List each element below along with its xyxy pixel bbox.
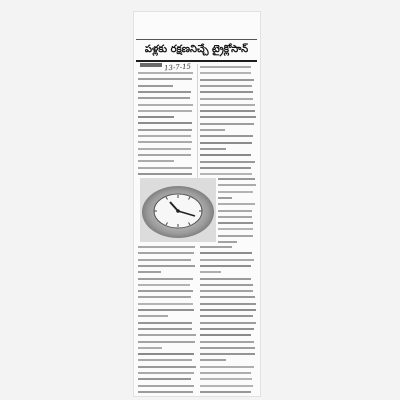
clock-icon: [140, 178, 216, 242]
text-line: [138, 366, 196, 368]
text-line: [200, 341, 254, 343]
text-line: [200, 148, 226, 150]
text-line: [218, 235, 253, 237]
text-line: [218, 222, 253, 224]
text-line: [200, 278, 251, 280]
text-line: [200, 290, 253, 292]
text-line: [138, 148, 191, 150]
article-headline: పళ్లకు రక్షణనిచ్చే ట్రైక్లోసాన్: [136, 39, 257, 62]
text-line: [200, 252, 252, 254]
text-line: [138, 72, 193, 74]
text-line: [200, 303, 256, 305]
text-line: [138, 97, 190, 99]
text-line: [138, 141, 192, 143]
text-line: [200, 142, 252, 144]
text-line: [200, 265, 251, 267]
text-line: [138, 252, 194, 254]
text-line: [200, 135, 253, 137]
text-line: [138, 391, 193, 393]
text-line: [200, 315, 253, 317]
text-line: [138, 385, 194, 387]
text-line: [200, 378, 252, 380]
text-line: [138, 341, 195, 343]
text-line: [138, 322, 192, 324]
text-line: [138, 359, 192, 361]
text-line: [200, 359, 226, 361]
text-line: [200, 104, 255, 106]
text-line: [200, 98, 253, 100]
text-line: [138, 129, 192, 131]
text-line: [200, 296, 255, 298]
text-line: [138, 309, 194, 311]
text-line: [138, 85, 173, 87]
text-line: [138, 303, 193, 305]
column-divider: [197, 64, 198, 182]
text-line: [138, 160, 174, 162]
text-line: [200, 79, 254, 81]
text-line: [138, 378, 191, 380]
text-line: [218, 191, 253, 193]
text-line: [218, 184, 256, 186]
text-line: [218, 216, 252, 218]
text-line: [200, 322, 256, 324]
text-line: [138, 353, 194, 355]
text-line: [200, 91, 253, 93]
text-line: [138, 116, 174, 118]
text-line: [200, 372, 251, 374]
text-line: [200, 154, 251, 156]
text-line: [200, 167, 251, 169]
text-line: [200, 129, 225, 131]
text-line: [138, 104, 193, 106]
text-line: [138, 78, 192, 80]
text-line: [218, 241, 237, 243]
text-line: [138, 246, 195, 248]
text-line: [200, 123, 254, 125]
text-line: [200, 284, 253, 286]
text-line: [200, 246, 232, 248]
text-line: [200, 259, 254, 261]
text-line: [200, 366, 254, 368]
text-line: [218, 197, 232, 199]
text-line: [200, 72, 251, 74]
text-line: [200, 385, 253, 387]
text-line: [138, 265, 195, 267]
text-line: [138, 271, 161, 273]
text-line: [200, 391, 251, 393]
text-line: [200, 173, 252, 175]
text-line: [138, 173, 192, 175]
text-line: [218, 210, 252, 212]
text-line: [200, 161, 255, 163]
text-line: [138, 259, 191, 261]
text-line: [218, 203, 255, 205]
text-line: [138, 296, 191, 298]
text-line: [200, 353, 255, 355]
text-line: [200, 334, 251, 336]
text-line: [138, 278, 193, 280]
text-line: [200, 347, 255, 349]
text-line: [138, 290, 193, 292]
text-line: [138, 315, 168, 317]
byline: [140, 63, 162, 67]
text-line: [138, 167, 192, 169]
text-line: [138, 135, 191, 137]
text-line: [200, 309, 256, 311]
text-line: [138, 372, 194, 374]
text-line: [200, 328, 254, 330]
text-line: [200, 116, 256, 118]
newspaper-clipping: [134, 12, 260, 396]
text-line: [138, 91, 191, 93]
text-line: [200, 85, 252, 87]
handwritten-date: 13-7-15: [163, 62, 192, 73]
text-line: [138, 328, 192, 330]
text-line: [200, 66, 251, 68]
text-line: [200, 271, 221, 273]
text-line: [218, 228, 253, 230]
text-line: [138, 154, 191, 156]
text-line: [200, 110, 255, 112]
text-line: [218, 178, 255, 180]
text-line: [138, 110, 192, 112]
text-line: [138, 284, 190, 286]
text-line: [138, 334, 196, 336]
text-line: [138, 347, 162, 349]
text-line: [138, 122, 192, 124]
